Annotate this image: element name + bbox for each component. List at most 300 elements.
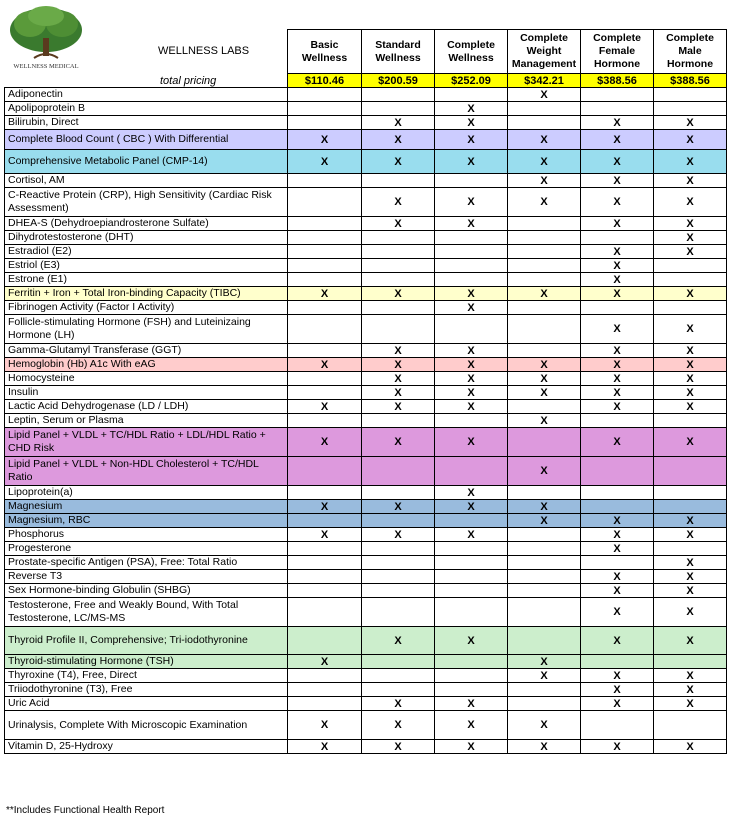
test-name: Comprehensive Metabolic Panel (CMP-14) (5, 150, 288, 174)
inclusion-mark: X (435, 301, 508, 315)
test-row (5, 102, 727, 116)
inclusion-mark: X (435, 528, 508, 542)
test-row (5, 344, 727, 358)
inclusion-mark (288, 683, 362, 697)
inclusion-mark (362, 486, 435, 500)
inclusion-mark (654, 301, 727, 315)
inclusion-mark (508, 116, 581, 130)
test-name: Leptin, Serum or Plasma (5, 414, 288, 428)
inclusion-mark (581, 414, 654, 428)
inclusion-mark: X (435, 740, 508, 754)
test-name: Adiponectin (5, 88, 288, 102)
inclusion-mark (435, 273, 508, 287)
inclusion-mark: X (654, 245, 727, 259)
package-header: Complete Wellness (435, 30, 508, 74)
inclusion-mark: X (654, 697, 727, 711)
inclusion-mark (508, 683, 581, 697)
inclusion-mark: X (581, 528, 654, 542)
inclusion-mark: X (581, 358, 654, 372)
inclusion-mark (362, 584, 435, 598)
test-name: Magnesium, RBC (5, 514, 288, 528)
inclusion-mark (435, 259, 508, 273)
inclusion-mark: X (654, 188, 727, 217)
inclusion-mark (362, 88, 435, 102)
inclusion-mark (288, 231, 362, 245)
test-row (5, 697, 727, 711)
inclusion-mark: X (435, 150, 508, 174)
inclusion-mark: X (288, 740, 362, 754)
inclusion-mark: X (654, 740, 727, 754)
inclusion-mark (435, 457, 508, 486)
svg-text:WELLNESS MEDICAL: WELLNESS MEDICAL (13, 63, 79, 70)
inclusion-mark: X (581, 740, 654, 754)
inclusion-mark: X (581, 116, 654, 130)
inclusion-mark: X (362, 344, 435, 358)
inclusion-mark: X (581, 386, 654, 400)
inclusion-mark (508, 627, 581, 655)
inclusion-mark: X (508, 514, 581, 528)
inclusion-mark: X (654, 231, 727, 245)
inclusion-mark: X (508, 174, 581, 188)
inclusion-mark: X (288, 428, 362, 457)
inclusion-mark: X (288, 500, 362, 514)
inclusion-mark (435, 655, 508, 669)
inclusion-mark: X (362, 400, 435, 414)
inclusion-mark: X (362, 428, 435, 457)
test-name: Magnesium (5, 500, 288, 514)
inclusion-mark (508, 598, 581, 627)
inclusion-mark: X (435, 697, 508, 711)
inclusion-mark: X (435, 428, 508, 457)
inclusion-mark: X (581, 217, 654, 231)
inclusion-mark (435, 88, 508, 102)
inclusion-mark (581, 711, 654, 740)
inclusion-mark (654, 88, 727, 102)
inclusion-mark (581, 301, 654, 315)
test-name: Progesterone (5, 542, 288, 556)
test-name: Prostate-specific Antigen (PSA), Free: Total Ratio (5, 556, 288, 570)
test-row (5, 570, 727, 584)
inclusion-mark (581, 655, 654, 669)
test-row (5, 584, 727, 598)
inclusion-mark: X (508, 655, 581, 669)
inclusion-mark (288, 344, 362, 358)
package-header: Complete Female Hormone (581, 30, 654, 74)
inclusion-mark: X (362, 627, 435, 655)
inclusion-mark (362, 514, 435, 528)
inclusion-mark (288, 598, 362, 627)
inclusion-mark: X (435, 627, 508, 655)
package-price: $110.46 (288, 74, 362, 88)
test-row (5, 150, 727, 174)
inclusion-mark: X (508, 88, 581, 102)
inclusion-mark: X (508, 130, 581, 150)
inclusion-mark: X (581, 598, 654, 627)
inclusion-mark (508, 102, 581, 116)
inclusion-mark: X (435, 344, 508, 358)
inclusion-mark: X (288, 130, 362, 150)
inclusion-mark: X (508, 457, 581, 486)
inclusion-mark (435, 231, 508, 245)
inclusion-mark: X (435, 130, 508, 150)
inclusion-mark: X (581, 188, 654, 217)
test-name: Triiodothyronine (T3), Free (5, 683, 288, 697)
inclusion-mark: X (362, 528, 435, 542)
inclusion-mark (508, 528, 581, 542)
inclusion-mark: X (362, 697, 435, 711)
inclusion-mark: X (435, 400, 508, 414)
inclusion-mark (288, 627, 362, 655)
inclusion-mark: X (435, 500, 508, 514)
inclusion-mark: X (654, 174, 727, 188)
inclusion-mark (508, 542, 581, 556)
inclusion-mark (654, 542, 727, 556)
inclusion-mark: X (654, 584, 727, 598)
test-row (5, 188, 727, 217)
test-name: DHEA-S (Dehydroepiandrosterone Sulfate) (5, 217, 288, 231)
inclusion-mark (508, 400, 581, 414)
test-name: Fibrinogen Activity (Factor I Activity) (5, 301, 288, 315)
test-row (5, 486, 727, 500)
test-name: Urinalysis, Complete With Microscopic Examination (5, 711, 288, 740)
inclusion-mark (508, 486, 581, 500)
inclusion-mark (508, 245, 581, 259)
inclusion-mark: X (508, 150, 581, 174)
inclusion-mark (362, 598, 435, 627)
inclusion-mark: X (435, 287, 508, 301)
brand-title: WELLNESS LABS (158, 45, 250, 57)
inclusion-mark (581, 486, 654, 500)
inclusion-mark (508, 273, 581, 287)
inclusion-mark (362, 315, 435, 344)
lab-tests-table (4, 29, 727, 754)
inclusion-mark (288, 542, 362, 556)
inclusion-mark (288, 386, 362, 400)
test-row (5, 358, 727, 372)
inclusion-mark: X (362, 500, 435, 514)
inclusion-mark: X (581, 570, 654, 584)
inclusion-mark (288, 697, 362, 711)
test-name: Complete Blood Count ( CBC ) With Differential (5, 130, 288, 150)
inclusion-mark: X (654, 344, 727, 358)
inclusion-mark: X (435, 486, 508, 500)
inclusion-mark (508, 570, 581, 584)
inclusion-mark: X (508, 386, 581, 400)
inclusion-mark: X (654, 598, 727, 627)
inclusion-mark (362, 259, 435, 273)
test-row (5, 88, 727, 102)
inclusion-mark (654, 711, 727, 740)
inclusion-mark: X (508, 287, 581, 301)
inclusion-mark: X (581, 259, 654, 273)
test-row (5, 259, 727, 273)
inclusion-mark: X (508, 372, 581, 386)
inclusion-mark (435, 315, 508, 344)
inclusion-mark (435, 514, 508, 528)
test-row (5, 627, 727, 655)
test-row (5, 174, 727, 188)
inclusion-mark (288, 486, 362, 500)
inclusion-mark: X (362, 287, 435, 301)
inclusion-mark (288, 669, 362, 683)
inclusion-mark: X (654, 315, 727, 344)
inclusion-mark: X (508, 669, 581, 683)
inclusion-mark (654, 486, 727, 500)
inclusion-mark: X (362, 358, 435, 372)
inclusion-mark: X (362, 188, 435, 217)
inclusion-mark (288, 102, 362, 116)
inclusion-mark: X (654, 386, 727, 400)
test-name: Estriol (E3) (5, 259, 288, 273)
inclusion-mark (581, 102, 654, 116)
inclusion-mark: X (362, 130, 435, 150)
inclusion-mark: X (288, 287, 362, 301)
inclusion-mark: X (435, 711, 508, 740)
inclusion-mark (362, 301, 435, 315)
inclusion-mark (654, 500, 727, 514)
inclusion-mark: X (581, 627, 654, 655)
test-row (5, 740, 727, 754)
inclusion-mark (654, 273, 727, 287)
test-name: Reverse T3 (5, 570, 288, 584)
inclusion-mark (435, 570, 508, 584)
inclusion-mark: X (654, 556, 727, 570)
test-row (5, 287, 727, 301)
test-row (5, 116, 727, 130)
inclusion-mark (581, 457, 654, 486)
package-price: $342.21 (508, 74, 581, 88)
test-row (5, 414, 727, 428)
inclusion-mark (508, 428, 581, 457)
inclusion-mark (362, 655, 435, 669)
inclusion-mark (435, 584, 508, 598)
inclusion-mark: X (288, 528, 362, 542)
test-name: Hemoglobin (Hb) A1c With eAG (5, 358, 288, 372)
package-header: Basic Wellness (288, 30, 362, 74)
inclusion-mark: X (435, 116, 508, 130)
inclusion-mark: X (654, 130, 727, 150)
inclusion-mark (654, 457, 727, 486)
inclusion-mark: X (435, 372, 508, 386)
inclusion-mark (362, 414, 435, 428)
inclusion-mark (288, 188, 362, 217)
inclusion-mark: X (288, 711, 362, 740)
inclusion-mark: X (581, 400, 654, 414)
test-row (5, 655, 727, 669)
inclusion-mark: X (654, 372, 727, 386)
inclusion-mark (654, 259, 727, 273)
inclusion-mark: X (654, 669, 727, 683)
inclusion-mark (362, 102, 435, 116)
inclusion-mark: X (508, 711, 581, 740)
inclusion-mark: X (508, 740, 581, 754)
inclusion-mark (362, 231, 435, 245)
footer-note: **Includes Functional Health Report (6, 805, 165, 816)
inclusion-mark: X (362, 711, 435, 740)
inclusion-mark: X (508, 500, 581, 514)
inclusion-mark (654, 414, 727, 428)
test-row (5, 301, 727, 315)
package-header: Complete Male Hormone (654, 30, 727, 74)
inclusion-mark (362, 683, 435, 697)
inclusion-mark: X (581, 514, 654, 528)
test-row (5, 556, 727, 570)
inclusion-mark (508, 315, 581, 344)
inclusion-mark (435, 542, 508, 556)
test-name: Testosterone, Free and Weakly Bound, With Total Testosterone, LC/MS-MS (5, 598, 288, 627)
test-row (5, 315, 727, 344)
test-name: Thyroid-stimulating Hormone (TSH) (5, 655, 288, 669)
test-row (5, 669, 727, 683)
inclusion-mark: X (654, 627, 727, 655)
inclusion-mark (362, 457, 435, 486)
inclusion-mark (362, 556, 435, 570)
inclusion-mark (288, 315, 362, 344)
inclusion-mark (288, 88, 362, 102)
inclusion-mark (288, 457, 362, 486)
test-row (5, 273, 727, 287)
inclusion-mark: X (288, 400, 362, 414)
inclusion-mark: X (581, 287, 654, 301)
inclusion-mark (362, 570, 435, 584)
inclusion-mark (288, 556, 362, 570)
test-row (5, 217, 727, 231)
package-price: $388.56 (654, 74, 727, 88)
test-row (5, 400, 727, 414)
test-row (5, 598, 727, 627)
test-row (5, 500, 727, 514)
inclusion-mark: X (581, 174, 654, 188)
inclusion-mark: X (581, 150, 654, 174)
inclusion-mark (362, 174, 435, 188)
inclusion-mark: X (581, 130, 654, 150)
inclusion-mark: X (435, 188, 508, 217)
inclusion-mark: X (581, 273, 654, 287)
test-row (5, 372, 727, 386)
inclusion-mark (288, 570, 362, 584)
inclusion-mark: X (581, 245, 654, 259)
inclusion-mark (435, 414, 508, 428)
inclusion-mark: X (581, 669, 654, 683)
inclusion-mark (288, 259, 362, 273)
package-price: $388.56 (581, 74, 654, 88)
inclusion-mark: X (435, 102, 508, 116)
inclusion-mark (581, 231, 654, 245)
inclusion-mark (435, 245, 508, 259)
inclusion-mark: X (581, 697, 654, 711)
test-name: Lipid Panel + VLDL + TC/HDL Ratio + LDL/HDL Ratio + CHD Risk (5, 428, 288, 457)
test-row (5, 457, 727, 486)
inclusion-mark (654, 655, 727, 669)
test-name: Lipoprotein(a) (5, 486, 288, 500)
test-name: Estrone (E1) (5, 273, 288, 287)
inclusion-mark: X (654, 570, 727, 584)
test-row (5, 245, 727, 259)
inclusion-mark: X (508, 358, 581, 372)
inclusion-mark: X (288, 655, 362, 669)
test-name: Thyroxine (T4), Free, Direct (5, 669, 288, 683)
inclusion-mark (654, 102, 727, 116)
inclusion-mark (288, 514, 362, 528)
inclusion-mark (288, 584, 362, 598)
inclusion-mark: X (654, 358, 727, 372)
test-name: Follicle-stimulating Hormone (FSH) and Luteinizaing Hormone (LH) (5, 315, 288, 344)
test-row (5, 386, 727, 400)
test-name: Insulin (5, 386, 288, 400)
inclusion-mark (508, 344, 581, 358)
inclusion-mark (508, 259, 581, 273)
inclusion-mark: X (654, 150, 727, 174)
test-row (5, 528, 727, 542)
test-row (5, 514, 727, 528)
inclusion-mark: X (654, 428, 727, 457)
inclusion-mark: X (362, 150, 435, 174)
inclusion-mark (435, 683, 508, 697)
test-name: Bilirubin, Direct (5, 116, 288, 130)
test-name: Thyroid Profile II, Comprehensive; Tri-iodothyronine (5, 627, 288, 655)
test-name: Homocysteine (5, 372, 288, 386)
test-name: Ferritin + Iron + Total Iron-binding Capacity (TIBC) (5, 287, 288, 301)
inclusion-mark (508, 217, 581, 231)
inclusion-mark (581, 500, 654, 514)
test-row (5, 683, 727, 697)
inclusion-mark: X (288, 150, 362, 174)
inclusion-mark: X (581, 344, 654, 358)
inclusion-mark (362, 273, 435, 287)
test-name: Gamma-Glutamyl Transferase (GGT) (5, 344, 288, 358)
inclusion-mark (288, 174, 362, 188)
test-name: Lipid Panel + VLDL + Non-HDL Cholesterol + TC/HDL Ratio (5, 457, 288, 486)
inclusion-mark (288, 116, 362, 130)
test-name: Lactic Acid Dehydrogenase (LD / LDH) (5, 400, 288, 414)
inclusion-mark (508, 301, 581, 315)
inclusion-mark: X (288, 358, 362, 372)
inclusion-mark (508, 697, 581, 711)
inclusion-mark (435, 556, 508, 570)
inclusion-mark: X (362, 116, 435, 130)
inclusion-mark: X (581, 372, 654, 386)
inclusion-mark (508, 584, 581, 598)
test-row (5, 711, 727, 740)
inclusion-mark: X (508, 414, 581, 428)
pricing-label: total pricing (160, 75, 217, 87)
inclusion-mark (581, 556, 654, 570)
test-name: Dihydrotestosterone (DHT) (5, 231, 288, 245)
test-row (5, 542, 727, 556)
inclusion-mark (362, 542, 435, 556)
inclusion-mark: X (654, 514, 727, 528)
inclusion-mark: X (581, 683, 654, 697)
inclusion-mark (435, 669, 508, 683)
inclusion-mark: X (435, 386, 508, 400)
inclusion-mark (362, 245, 435, 259)
inclusion-mark (435, 174, 508, 188)
test-row (5, 428, 727, 457)
inclusion-mark (288, 414, 362, 428)
inclusion-mark: X (581, 542, 654, 556)
test-name: Cortisol, AM (5, 174, 288, 188)
test-row (5, 231, 727, 245)
inclusion-mark (508, 231, 581, 245)
test-name: Sex Hormone-binding Globulin (SHBG) (5, 584, 288, 598)
inclusion-mark (581, 88, 654, 102)
package-header: Standard Wellness (362, 30, 435, 74)
inclusion-mark: X (654, 683, 727, 697)
test-name: Phosphorus (5, 528, 288, 542)
inclusion-mark (435, 598, 508, 627)
test-name: Apolipoprotein B (5, 102, 288, 116)
inclusion-mark: X (508, 188, 581, 217)
